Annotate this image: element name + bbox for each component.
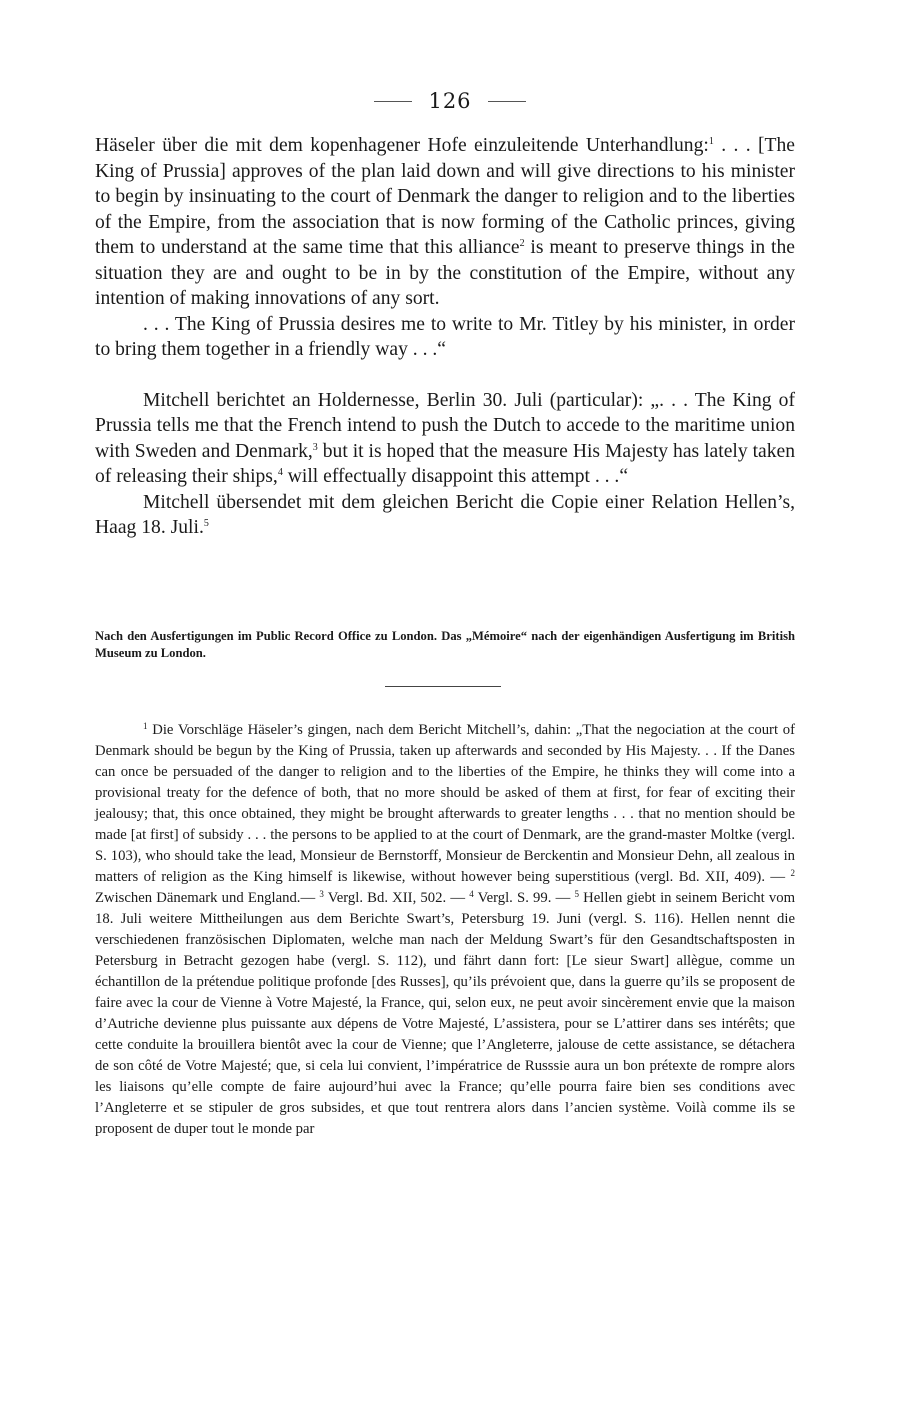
paragraph-text: Häseler über die mit dem kopenhagener Hofe einzuleitende Unterhandlung:	[95, 135, 709, 156]
main-text	[95, 133, 795, 541]
paragraph-1	[95, 133, 795, 312]
footnote-ref: 5	[203, 518, 209, 529]
header-rule-right	[488, 101, 526, 102]
footnote-text: Die Vorschläge Häseler’s gingen, nach dem Bericht Mitchell’s, dahin: „That the negociation at the court of Denmark should be begun by the King of Prussia, taken up afterwards and seconded by His Majesty. . . If the Danes can once be persuaded of the danger to religion and to the liberties of the Empire, he thinks they will come into a provisional treaty for the defence of both, that no more should be asked of them at first, for fear of exciting their jealousy; that, this once obtained, they might be brought afterwards to greater lengths . . . that no mention should be made [at first] of subsidy . . . the persons to be applied to at the court of Denmark, are the grand-master Moltke (vergl. S. 103), who should take the lead, Monsieur de Bernstorff, Monsieur de Berckentin and Monsieur Dehn, all zealous in matters of religion as the King himself is likewise, without however being superstitious (vergl. Bd. XII, 409). —	[95, 722, 795, 885]
footnote-text: Vergl. Bd. XII, 502. —	[323, 890, 470, 906]
footnote-text: Zwischen Dänemark und England.—	[95, 890, 320, 906]
page-header	[0, 86, 900, 116]
footnote-number: 4	[469, 889, 474, 899]
paragraph-text: . . . [The King of Prussia] approves of the plan laid down and will give directions to his minister to begin by insinuating to the court of Denmark the danger to religion and to the liberties of the Empire, from the association that is now forming of the Catholic princes, giving them to understand at the same time that this alliance	[95, 135, 796, 258]
paragraph-4	[95, 490, 795, 541]
paragraph-text: will effectually disappoint this attempt . . .“	[282, 466, 629, 487]
paragraph-3	[95, 388, 795, 490]
page-number: 126	[428, 89, 472, 113]
paragraph-text: Mitchell berichtet an Holdernesse, Berlin 30. Juli (particular): „. . . The King of Prussia tells me that the French intend to push the Dutch to accede to the maritime union with Sweden and Denmark,	[95, 389, 795, 462]
paragraph-text: Mitchell übersendet mit dem gleichen Bericht die Copie einer Relation Hellen’s, Haag 18. Juli.	[95, 491, 795, 538]
footnote-divider	[385, 686, 501, 687]
paragraph-text: is meant to preserve things in the situation they are and ought to be in by the constitution of the Empire, without any intention of making innovations of any sort.	[95, 237, 795, 309]
footnote-ref: 4	[277, 467, 283, 478]
source-note: Nach den Ausfertigungen im Public Record Office zu London. Das „Mémoire“ nach der eigenhändigen Ausfertigung im British Museum zu London.	[95, 629, 795, 660]
footnote-number: 2	[790, 868, 795, 878]
footnotes	[95, 720, 795, 1140]
footnote-text: Hellen giebt in seinem Bericht vom 18. Juli weitere Mittheilungen aus dem Berichte Swart’s, Petersburg 19. Juni (vergl. S. 116). Hellen nennt die verschiedenen französischen Diplomaten, welche man nach der Meldung Swart’s für den Gesandtschaftsposten in Petersburg in Betracht gezogen habe (vergl. S. 112), und fährt dann fort: [Le sieur Swart] allègue, comme un échantillon de la prétendue politique profonde [des Russes], qu’ils prévoient que, dans la guerre qu’ils se proposent de faire avec la cour de Vienne à Votre Majesté, la France, qui, selon eux, ne peut avoir sincèrement envie que la maison d’Autriche devienne plus puissante aux dépens de Votre Majesté, L’assistera, pour se L’attirer dans ses intérêts; que cette conduite la brouillera bientôt avec la cour de Vienne; que l’Angleterre, jalouse de cette assistance, se détachera de son côté de Votre Majesté; que, si cela lui convient, l’impératrice de Russsie aura un bon prétexte de rompre alors les liaisons qu’elle compte de faire aujourd’hui avec la France; qu’elle pourra faire bien ses conditions avec l’Angleterre et se stipuler de gros subsides, et que tout rentrera alors dans l’ancien système. Voilà comme ils se proposent de duper tout le monde par	[95, 890, 795, 1137]
footnote-ref: 3	[312, 441, 318, 453]
footnote-ref: 2	[519, 238, 525, 249]
header-rule-left	[374, 101, 412, 102]
footnote-text: Vergl. S. 99. —	[473, 890, 575, 906]
footnote-number: 3	[319, 889, 324, 899]
paragraph-text: but it is hoped that the measure His Majesty has lately taken of releasing their ships,	[95, 440, 796, 487]
footnote-ref: 1	[708, 136, 714, 147]
footnote-block	[95, 720, 795, 1140]
footnote-number: 5	[574, 889, 579, 899]
paragraph-2: . . . The King of Prussia desires me to write to Mr. Titley by his minister, in order to bring them together in a friendly way . . .“	[95, 313, 795, 360]
footnote-number: 1	[143, 721, 148, 731]
